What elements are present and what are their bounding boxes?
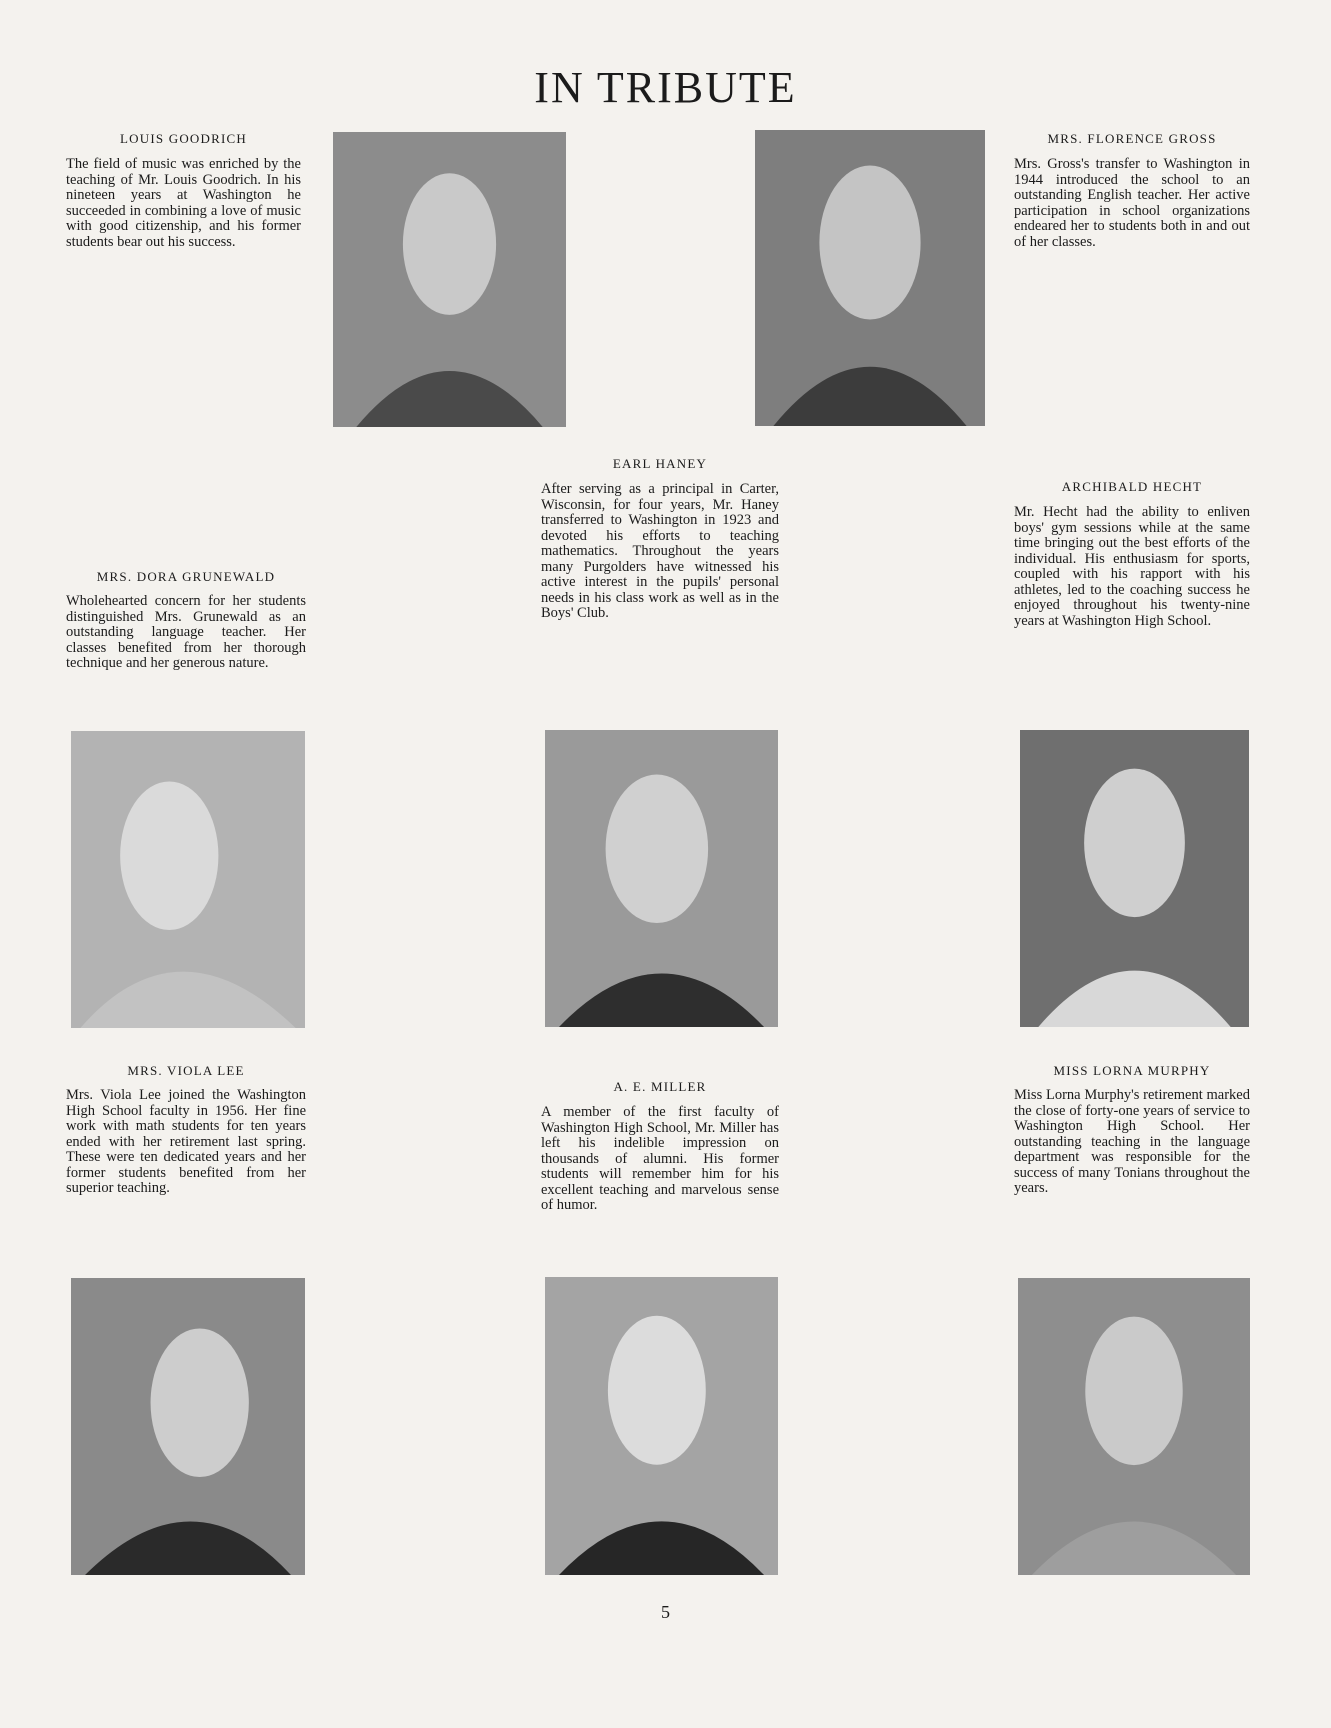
tribute-name-miller: A. E. MILLER <box>613 1079 707 1094</box>
page-title: IN TRIBUTE <box>534 63 797 112</box>
tribute-name-goodrich: LOUIS GOODRICH <box>120 131 247 146</box>
portrait-photo-lee <box>71 1278 305 1575</box>
portrait-photo-gross <box>755 130 985 426</box>
portrait-photo-grunewald <box>71 731 305 1028</box>
tribute-name-gross: MRS. FLORENCE GROSS <box>1047 131 1217 146</box>
portrait-photo-murphy <box>1018 1278 1250 1575</box>
tribute-bio-miller: A member of the first faculty of Washington High School, Mr. Miller has left his indelible impression on thousands of alumni. His former students will remember him for his excellent teaching and marvelous sense of humor. <box>541 1104 779 1213</box>
tribute-name-lee: MRS. VIOLA LEE <box>127 1063 245 1078</box>
tribute-name-haney: EARL HANEY <box>612 456 708 471</box>
tribute-name-hecht: ARCHIBALD HECHT <box>1061 479 1203 494</box>
portrait-photo-hecht <box>1020 730 1249 1027</box>
tribute-name-grunewald: MRS. DORA GRUNEWALD <box>96 569 276 584</box>
tribute-name-murphy: MISS LORNA MURPHY <box>1053 1063 1211 1078</box>
portrait-photo-haney <box>545 730 778 1027</box>
tribute-bio-goodrich: The field of music was enriched by the teaching of Mr. Louis Goodrich. In his nineteen years at Washington he succeeded in combining a love of music with good citizenship, and his former students bear out his success. <box>66 156 301 250</box>
tribute-bio-haney: After serving as a principal in Carter, Wisconsin, for four years, Mr. Haney transferred to Washington in 1923 and devoted his efforts to teaching mathematics. Throughout the years many Purgolders have witnessed his active interest in the pupils' personal needs in his class work as well as in the Boys' Club. <box>541 481 779 621</box>
tribute-bio-gross: Mrs. Gross's transfer to Washington in 1944 introduced the school to an outstanding English teacher. Her active participation in school organizations endeared her to students both in and out of her classes. <box>1014 156 1250 250</box>
portrait-photo-miller <box>545 1277 778 1575</box>
portrait-photo-goodrich <box>333 132 566 427</box>
tribute-bio-hecht: Mr. Hecht had the ability to enliven boys' gym sessions while at the same time bringing out the best efforts of the individual. His enthusiasm for sports, coupled with his rapport with his athletes, led to the coaching success he enjoyed throughout his twenty-nine years at Washington High School. <box>1014 504 1250 629</box>
tribute-bio-murphy: Miss Lorna Murphy's retirement marked the close of forty-one years of service to Washington High School. Her outstanding teaching in the language department was responsible for the success of many Tonians throughout the years. <box>1014 1087 1250 1196</box>
tribute-bio-grunewald: Wholehearted concern for her students distinguished Mrs. Grunewald as an outstanding language teacher. Her classes benefited from her thorough technique and her generous nature. <box>66 593 306 671</box>
tribute-bio-lee: Mrs. Viola Lee joined the Washington High School faculty in 1956. Her fine work with math students for ten years ended with her retirement last spring. These were ten dedicated years and her former students benefited from her superior teaching. <box>66 1087 306 1196</box>
page-number: 5 <box>661 1602 670 1622</box>
